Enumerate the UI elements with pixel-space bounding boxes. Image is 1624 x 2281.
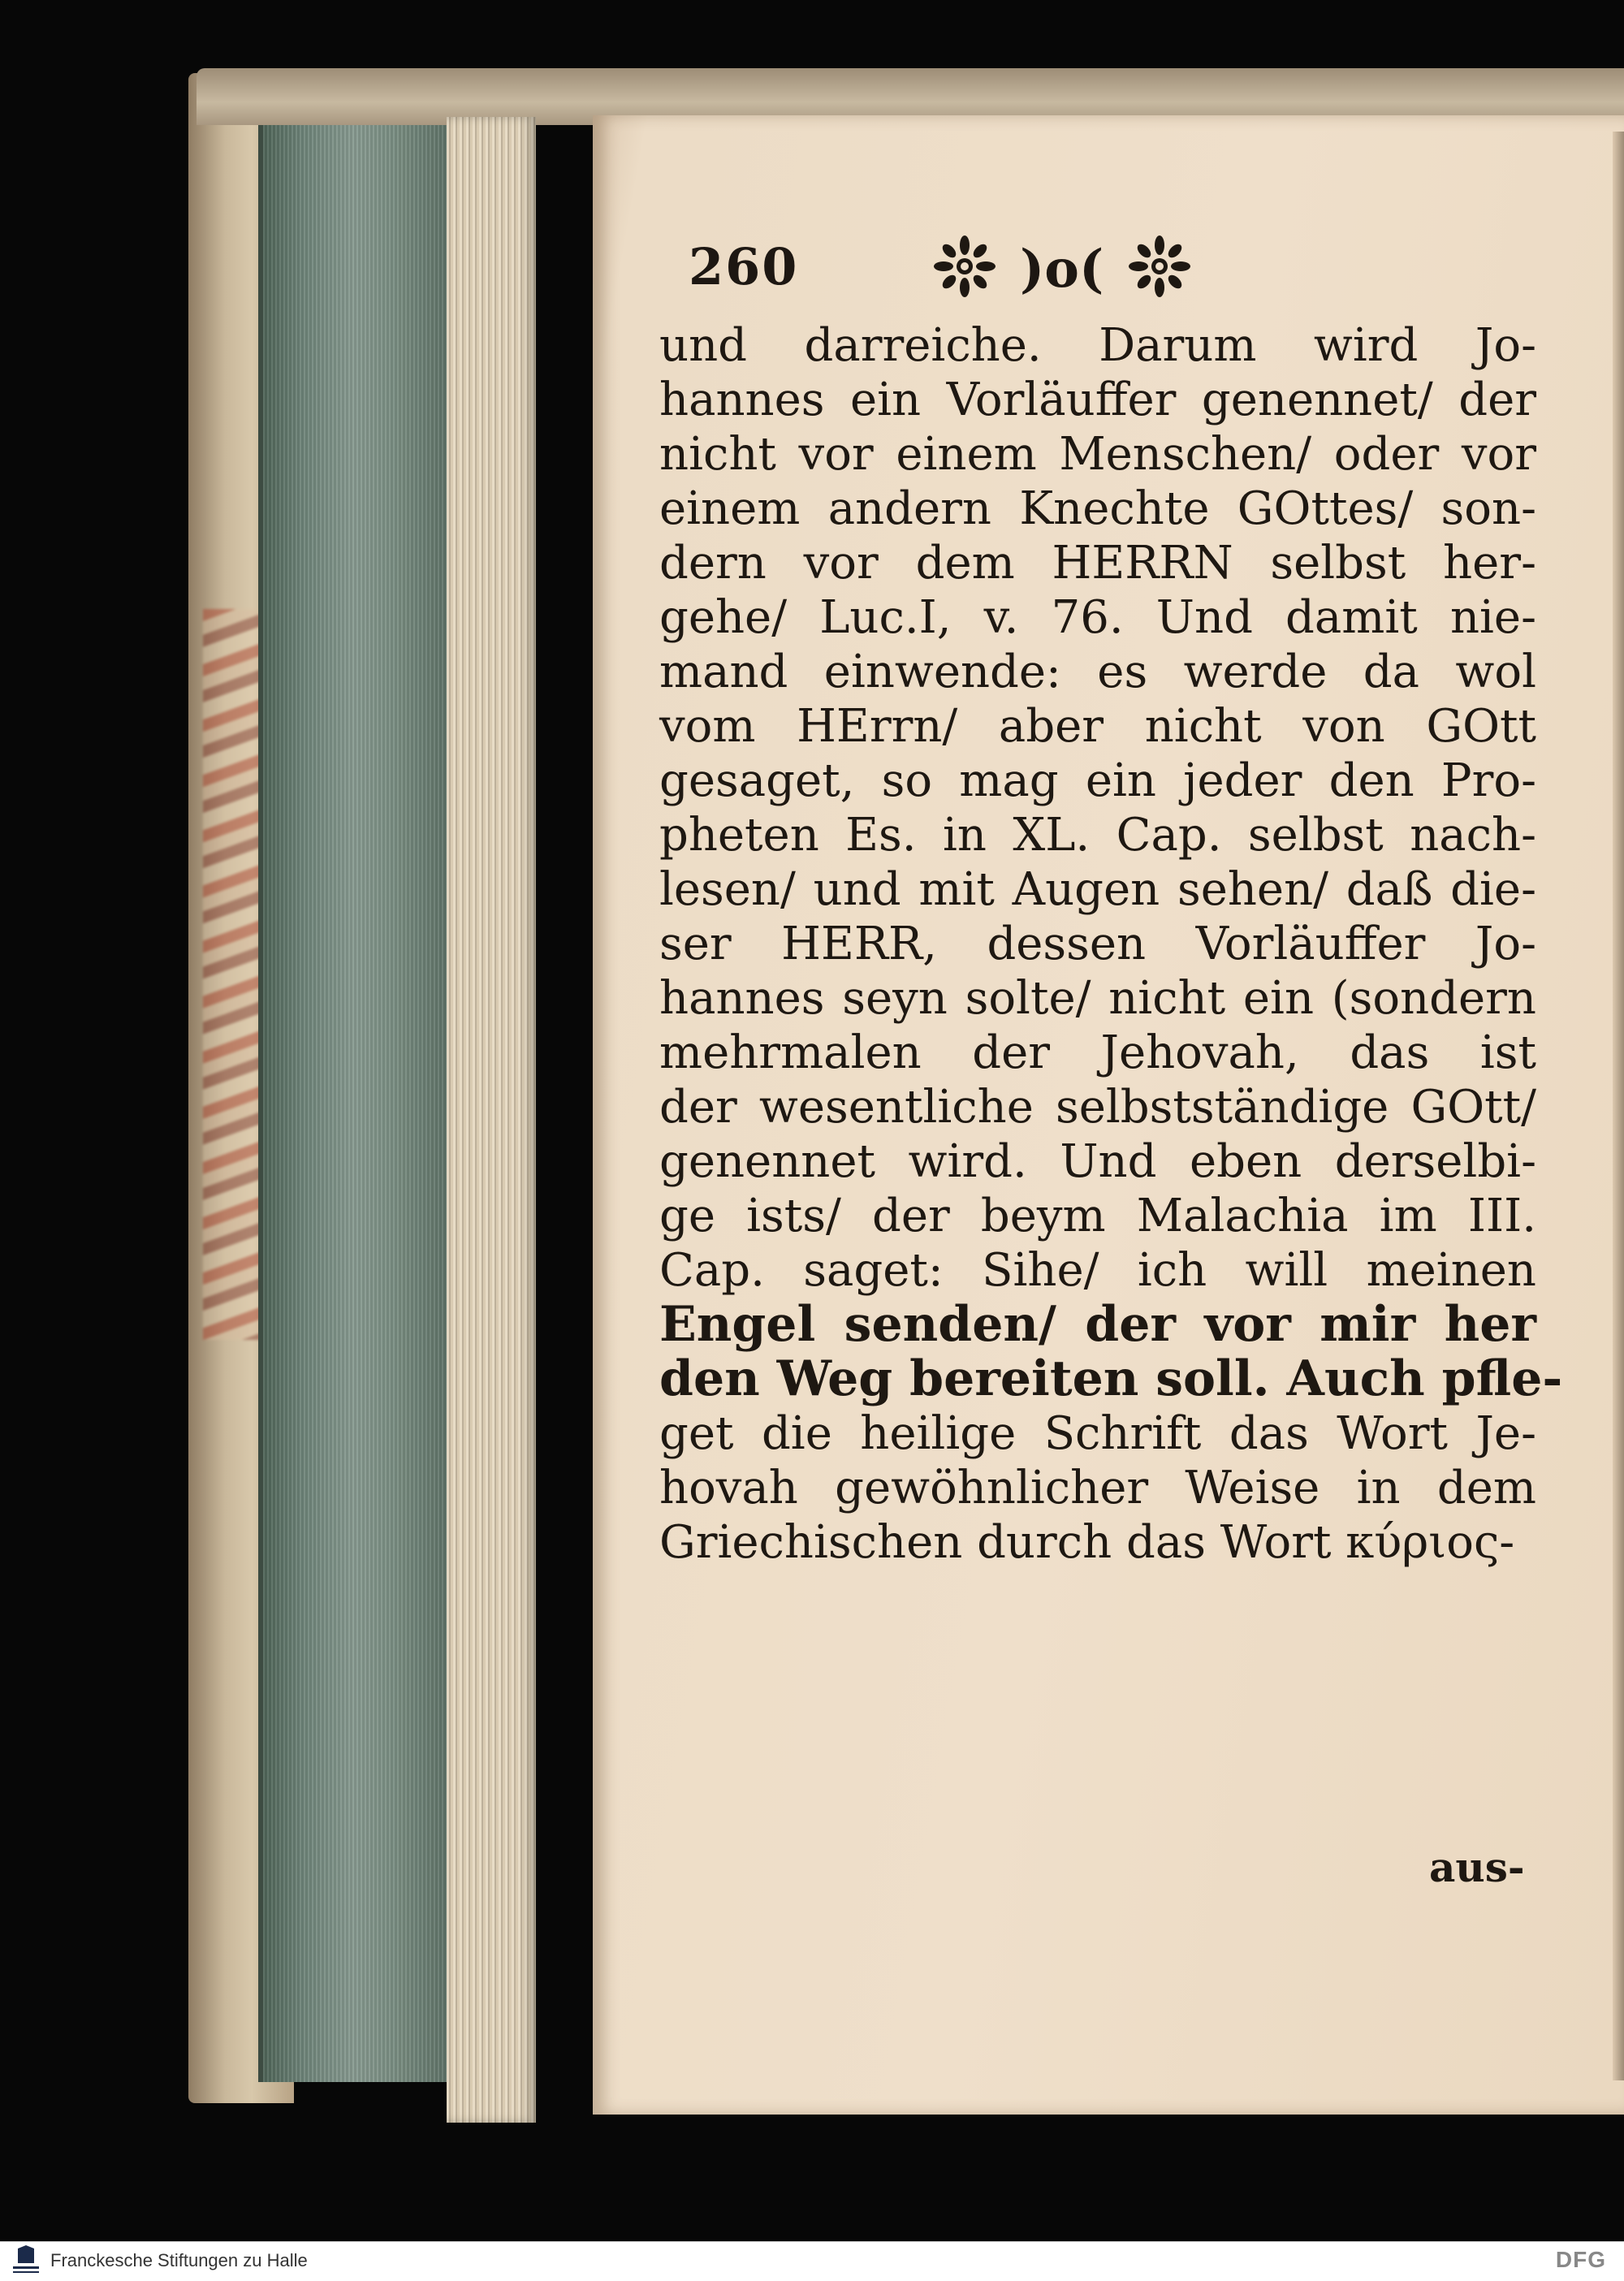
- text-line: get die heilige Schrift das Wort Je-: [659, 1407, 1536, 1460]
- text-line: ge ists/ der beym Malachia im III.: [659, 1190, 1536, 1242]
- text-line: Cap. saget: Sihe/ ich will meinen: [659, 1244, 1536, 1297]
- book-page: [593, 115, 1624, 2115]
- dfg-logo: DFG: [1555, 2247, 1606, 2272]
- text-line: dern vor dem HERRN selbst her-: [659, 537, 1536, 590]
- book: [188, 68, 1624, 2115]
- text-line: ser HERR, dessen Vorläuffer Jo-: [659, 918, 1536, 970]
- footer-bar: [0, 2241, 1624, 2281]
- text-line: lesen/ und mit Augen sehen/ daß die-: [659, 863, 1536, 916]
- franckesche-stiftungen-logo-icon: [10, 2245, 42, 2278]
- text-line: Griechischen durch das Wort κύριος-: [659, 1516, 1515, 1569]
- institution-name: Franckesche Stiftungen zu Halle: [50, 2250, 308, 2270]
- text-line: und darreiche. Darum wird Jo-: [659, 319, 1536, 372]
- text-line: hovah gewöhnlicher Weise in dem: [659, 1462, 1536, 1514]
- text-line: einem andern Knechte GOttes/ son-: [659, 482, 1536, 535]
- text-line: genennet wird. Und eben derselbi-: [659, 1135, 1536, 1188]
- text-line: gesaget, so mag ein jeder den Pro-: [659, 754, 1536, 807]
- page-number: 260: [689, 237, 799, 296]
- text-line: mand einwende: es werde da wol: [659, 646, 1536, 698]
- text-line: vom HErrn/ aber nicht von GOtt: [659, 700, 1536, 753]
- page-header: [689, 237, 1517, 310]
- catchword: aus-: [1429, 1843, 1525, 1891]
- body-text: [659, 318, 1563, 1570]
- text-line: hannes ein Vorläuffer genennet/ der: [659, 374, 1536, 426]
- text-line: hannes seyn solte/ nicht ein (sondern: [659, 972, 1536, 1025]
- text-line: mehrmalen der Jehovah, das ist: [659, 1026, 1536, 1079]
- page-fore-edge: [258, 125, 451, 2082]
- text-line: Engel senden/ der vor mir her: [659, 1296, 1536, 1353]
- text-line: pheten Es. in XL. Cap. selbst nach-: [659, 809, 1536, 862]
- text-line: gehe/ Luc.I, v. 76. Und damit nie-: [659, 591, 1536, 644]
- flower-ornament-icon: [932, 234, 997, 299]
- flower-ornament-icon: [1127, 234, 1192, 299]
- running-head: )o(: [1020, 239, 1104, 300]
- text-line: nicht vor einem Menschen/ oder vor: [659, 428, 1536, 481]
- text-line: der wesentliche selbstständige GOtt/: [659, 1081, 1536, 1134]
- page-curl: [1613, 132, 1624, 2080]
- text-line: den Weg bereiten soll. Auch pfle-: [659, 1350, 1563, 1407]
- page-stack: [447, 117, 536, 2123]
